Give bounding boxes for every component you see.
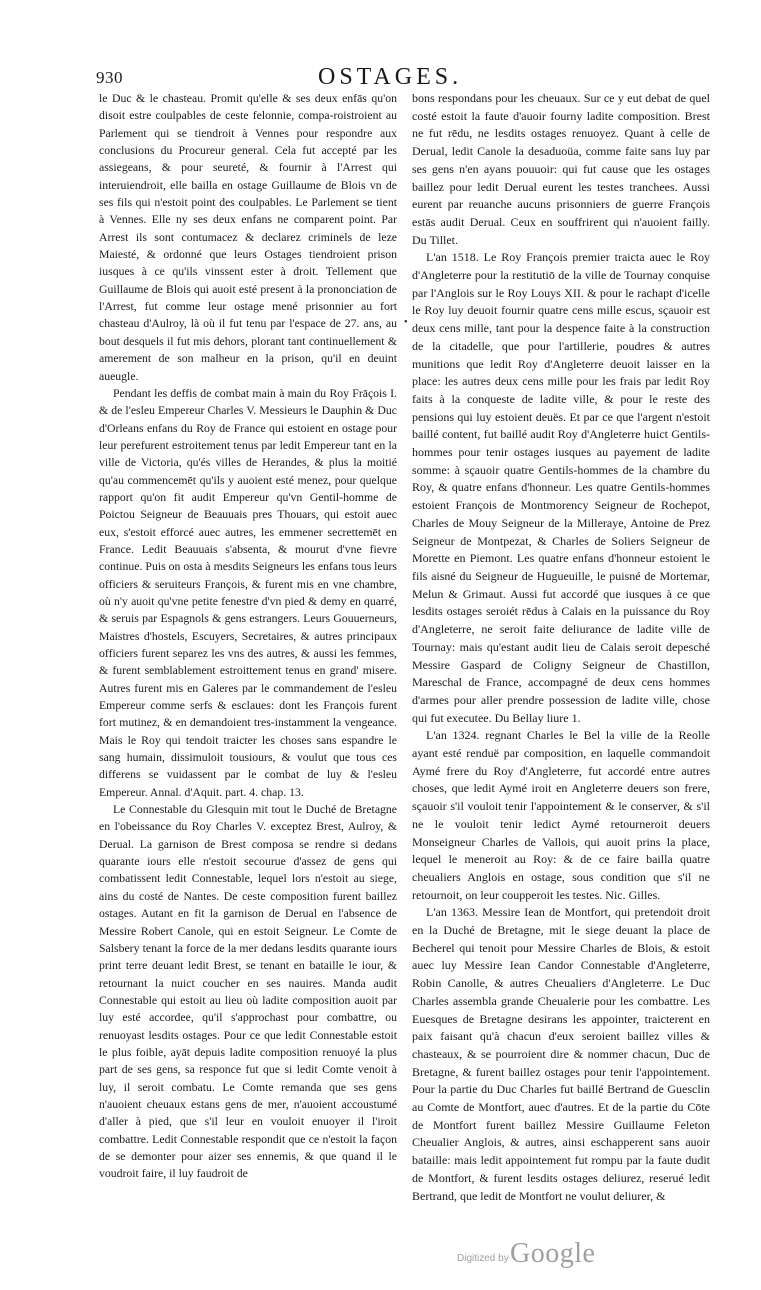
right-column [412,90,710,1205]
paragraph-1324-reolle: L'an 1324. regnant Charles le Bel la ville de la Reolle ayant esté renduë par composition, en laquelle commandoit Aymé frere du Roy d'Angleterre, fut accordé entre autres choses, que ledit Aymé iroit en Angleterre deuers son frere, sçauoir s'il vouloit tenir l'appointement & le conserver, & s'il ne le vouloit tenir ledict Aymé retourneroit deuers Monseigneur Charles de Vallois, qui auoit prins la place, lequel le meneroit au Roy: & de ce faire bailla quatre cheualiers Anglois en ostage, sous condition que s'il ne retournoit, on leur coupperoit les testes. Nic. Gilles. [412,728,710,902]
running-title: OSTAGES. [318,64,463,90]
digitized-watermark [457,1238,617,1278]
paragraph-glesquin-brest: Le Connestable du Glesquin mit tout le Duché de Bretagne en l'obeissance du Roy Charles V. exceptez Brest, Aulroy, & Derual. La garnison de Brest composa se rendre si dedans quarante iours elle n'estoit secourue d'assez de gens qui combatissent ledit Connestable, lequel lors n'estoit au siege, ains du costé de Nantes. De ceste composition furent baillez ostages. Autant en fit la garnison de Derual en l'absence de Messire Robert Canole, qui en estoit Seigneur. Le Comte de Salsbery tenant la force de la mer dedans lesdits quarante iours print terre deuant ledit Brest, se tenant en bataille le iour, & retournant la nuict coucher en ses nauires. Manda audit Connestable qui estoit au lieu où ladite composition auoit par luy esté accordee, qu'il s'approchast pour combattre, ou renuoyast lesdits ostages. Pour ce que ledit Connestable estoit le plus foible, ayāt depuis ladite composition renuoyé la plus part de ses gens, sa responce fut que si ledit Comte venoit à luy, il seroit combatu. Le Comte remanda que ses gens n'auoient cheuaux estans gens de mer, n'auoient accoustumé d'aller à pied, que s'il leur en vouloit enuoyer il l'iroit combattre. Ledit Connestable respondit que ce n'estoit la façon de se demonter pour aizer ses ennemis, & que quand il le voudroit faire, il luy faudroit de [99,803,397,1181]
paragraph-dauphin-hostages: Pendant les deffis de combat main à main du Roy Frāçois I. & de l'esleu Empereur Charles V. Messieurs le Dauphin & Duc d'Orleans enfans du Roy de France qui estoient en ostage pour leur perefurent estroitement tenus par ledit Empereur tant en la ville de Victoria, qu'és villes de Herandes, & plus la moitié qu'au commencemēt qu'ils y auoient esté menez, pour quelque rapport qu'on fit audit Empereur qu'vn Gentil-homme de Poictou Seigneur de Beauuais pres Thouars, qui estoit auec eux, s'estoit efforcé auec autres, les emmener secrettemēt en France. Ledit Beauuais s'absenta, & mourut d'vne fievre continue. Puis on osta à mesdits Seigneurs les enfans tous leurs officiers & seruiteurs François, & furent mis en vne chambre, où n'y auoit qu'vne petite fenestre d'vn pied & demy en quarré, & seruis par Espagnols & gens estrangers. Leurs Gouuerneurs, Maistres d'hostels, Escuyers, Secretaires, & autres principaux officiers furent separez les vns des autres, & aussi les femmes, & furent semblablement estroittement tenus en grand' misere. Autres furent mis en Galeres par le commandement de l'esleu Empereur comme serfs & esclaues: dont les François furent fort mutinez, & en demandoient tres-instamment la vengeance. Mais le Roy qui tendoit traicter les choses sans espandre le sang humain, dissimuloit tousiours, & voulut que tous ces differens se vuidassent par le combat de luy & l'esleu Empereur. Annal. d'Aquit. part. 4. chap. 13. [99,386,397,799]
paragraph-brest-continued: bons respondans pour les cheuaux. Sur ce y eut debat de quel costé estoit la faute d'auoir fourny ladite composition. Brest ne fut rēdu, ne lesdits ostages renuoyez. Quant à celle de Derual, ledit Canole la desaduoüa, comme faite sans luy par ses gens n'en ayans pouuoir: qui fut cause que les ostages baillez pour ledit Derual eurent les testes tranchees. Aussi eurent par reuanche aucuns prisonniers de guerre François estās audit Derual. Ceux en souffrirent qui n'auoient failly. Du Tillet. [412,91,710,247]
paragraph-1518-tournay: L'an 1518. Le Roy François premier traicta auec le Roy d'Angleterre pour la restitutiō de la ville de Tournay conquise par l'Anglois sur le Roy Louys XII. & pour le rachapt d'icelle le Roy luy deuoit fournir quatre cens mille escus, sçauoir est deux cens mille, tant pour la despence faite à la construction de la citadelle, que pour l'artillerie, poudres & autres munitions que ledit Roy d'Angleterre deuoit laisser en la place: les autres deux cens mille pour les frais par ledit Roy faits à la conqueste de ladite ville, & pour le reste des pensions qui luy estoient deuës. Et par ce que l'argent n'estoit baillé content, fut baillé audit Roy d'Angleterre huict Gentils-hommes pour tenir ostages iusques au payement de ladite somme: à sçauoir quatre Gentils-hommes de la chambre du Roy, & quatre enfans d'honneur. Les quatre Gentils-hommes estoient François de Montmorency Seigneur de Rochepot, Charles de Mouy Seigneur de la Milleraye, Antoine de Prez Seigneur de Montpezat, & Charles de Soliers Seigneur de Morette en Piemont. Les quatre enfans d'honneur estoient le fils aisné du Seigneur de Hugueuille, le puisné de Mortemar, Melun & Grimaut. Aussi fut accordé que iusques à ce que lesdits ostages seroiét rēdus à Calais en la puissance du Roy d'Angleterre, ne seroit faite deliurance de ladite ville de Tournay: mais qu'estant audit lieu de Calais seroit depesché Messire Gaspard de Coligny Seigneur de Chastillon, Mareschal de France, accompagné de deux cens hommes d'armes pour aller prendre possession de ladite ville, chose qui fut executee. Du Bellay liure 1. [412,250,710,725]
paragraph-1363-becherel: L'an 1363. Messire Iean de Montfort, qui pretendoit droit en la Duché de Bretagne, mit le siege deuant la place de Becherel qui tenoit pour Messire Charles de Blois, & estoit auec luy Messire Iean Candor Connestable d'Angleterre, Robin Canolle, & autres Cheualiers d'Angleterre. Le Duc Charles assembla grande Cheualerie pour les combattre. Les Euesques de Bretagne desirans les appointer, traicterent en paix faisant qu'à chacun d'eux seroient baillez villes & chasteaux, & se pourroient dire & nommer chacun, Duc de Bretagne, & furent baillez ostages pour tenir l'appointement. Pour la partie du Duc Charles fut baillé Bertrand de Guesclin au Comte de Montfort, auec d'autres. Et de la partie du Cōte de Montfort furent baillez Messire Guillaume Feleton Cheualier Anglois, & autres, ainsi eschapperent sans auoir bataille: mais ledit appointement fut rompu par la faute dudit de Montfort, & furent lesdits ostages deliurez, reserué ledit Bertrand, que ledit de Montfort ne voulut deliurer, & [412,905,710,1203]
margin-mark: • [404,317,408,328]
left-column [99,90,397,1183]
digitized-by-text: Digitized by [457,1253,509,1264]
google-logo: Google [510,1238,596,1269]
page-number: 930 [96,68,123,87]
paragraph-ostage-blois: le Duc & le chasteau. Promit qu'elle & ses deux enfās qu'on disoit estre coulpables de ceste felonnie, compa-roistroient au Parlement qui se tiendroit à Vennes pour respondre aux conclusions du Procureur general. Cela fut accepté par les assiegeans, & pour seureté, & fournir à l'Arrest qui interuiendroit, elle bailla en ostage Guillaume de Blois vn de ses fils qui n'estoit point des coulpables. Le Parlement se tient à Vennes. Elle ny ses deux enfans ne comparent point. Par Arrest ils sont contumacez & declarez criminels de leze Maiesté, & ordonné que leurs Ostages tiendroient prison iusques à ce qu'ils vinssent ester à droit. Tellement que Guillaume de Blois qui auoit esté present à la prononciation de l'Arrest, fut comme leur ostage mené prisonnier au fort chasteau d'Aulroy, là où il fut tenu par l'espace de 27. ans, au bout desquels il fut mis dehors, plorant tant continuellement & amerement de son malheur en la prison, qu'il en deuint aueugle. [99,92,397,383]
